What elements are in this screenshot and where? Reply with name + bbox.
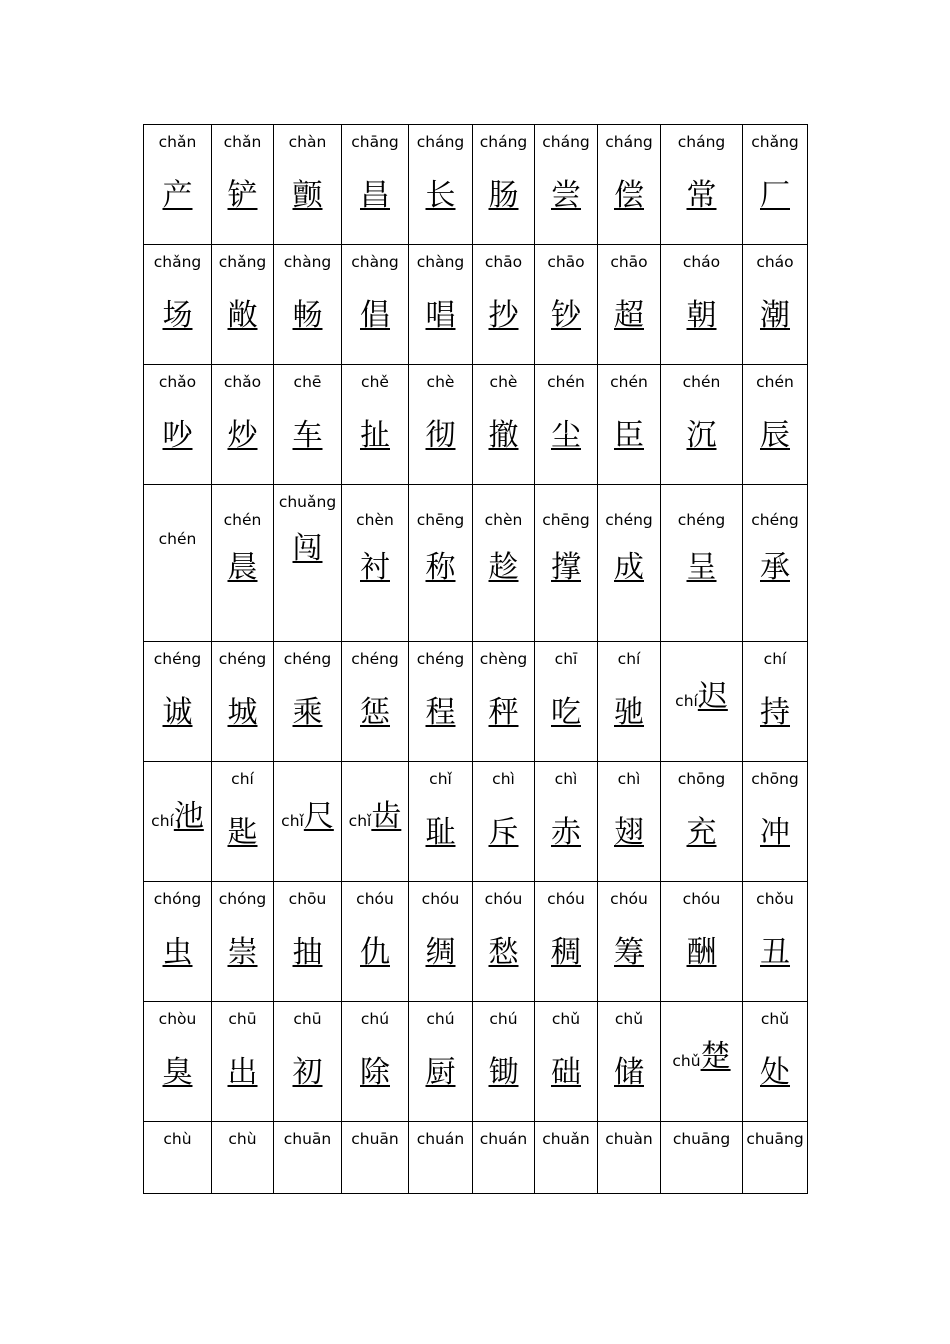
- chinese-character: 秤: [488, 695, 519, 730]
- chinese-character: 辰: [760, 418, 790, 453]
- grid-cell: [274, 245, 342, 365]
- chinese-character: 称: [425, 550, 456, 585]
- pinyin-label: chē: [293, 373, 322, 391]
- grid-row: [144, 365, 808, 485]
- pinyin-label: chuán: [479, 1130, 528, 1148]
- grid-cell: [409, 125, 473, 245]
- grid-cell: [535, 245, 598, 365]
- chinese-character: 初: [292, 1055, 323, 1090]
- grid-cell: [473, 762, 535, 882]
- grid-cell: [274, 485, 342, 642]
- chinese-character: 绸: [425, 935, 456, 970]
- pinyin-label: chè: [489, 373, 518, 391]
- chinese-character: 尺: [303, 799, 334, 834]
- grid-cell: [661, 365, 743, 485]
- pinyin-label: chēng: [542, 511, 590, 529]
- grid-cell: [473, 1002, 535, 1122]
- grid-cell: [212, 642, 274, 762]
- grid-cell: [409, 485, 473, 642]
- grid-cell: [274, 882, 342, 1002]
- chinese-character: 扯: [360, 418, 390, 453]
- grid-cell: [212, 125, 274, 245]
- grid-cell: [342, 1002, 409, 1122]
- chinese-character: 沉: [686, 418, 717, 453]
- grid-cell: [409, 1002, 473, 1122]
- chinese-character: 城: [227, 695, 258, 730]
- pinyin-label: chéng: [283, 650, 332, 668]
- chinese-character: 虫: [162, 935, 193, 970]
- pinyin-label: chén: [158, 530, 197, 548]
- grid-cell: [743, 762, 808, 882]
- grid-row: [144, 762, 808, 882]
- grid-cell: [473, 245, 535, 365]
- pinyin-label: chòu: [158, 1010, 197, 1028]
- pinyin-label: chǔ: [551, 1010, 581, 1028]
- pinyin-label: chéng: [751, 511, 799, 529]
- inline-pinyin-character: [342, 800, 408, 834]
- chinese-character: 惩: [360, 695, 390, 730]
- pinyin-label: chì: [492, 770, 515, 788]
- chinese-character: 酬: [686, 935, 717, 970]
- pinyin-label: chén: [547, 373, 585, 391]
- pinyin-label: chàng: [416, 253, 465, 271]
- grid-cell: [661, 762, 743, 882]
- chinese-character: 炒: [227, 418, 258, 453]
- grid-row: [144, 882, 808, 1002]
- grid-cell: [535, 642, 598, 762]
- grid-cell: [598, 762, 661, 882]
- grid-cell: [535, 762, 598, 882]
- chinese-character: 抽: [292, 935, 323, 970]
- pinyin-label: chǎng: [751, 133, 799, 151]
- chinese-character: 撑: [551, 550, 581, 585]
- grid-cell: [409, 762, 473, 882]
- grid-cell: [274, 642, 342, 762]
- pinyin-label: chèn: [356, 511, 394, 529]
- pinyin-label: chéng: [605, 511, 653, 529]
- chinese-character: 成: [614, 550, 644, 585]
- pinyin-character-grid: [143, 124, 808, 1194]
- pinyin-label: chuán: [416, 1130, 465, 1148]
- grid-cell: [274, 762, 342, 882]
- pinyin-label: chuǎn: [542, 1130, 590, 1148]
- pinyin-label: chí: [675, 692, 698, 710]
- pinyin-label: chú: [360, 1010, 390, 1028]
- grid-cell: [274, 1002, 342, 1122]
- grid-row: [144, 485, 808, 642]
- pinyin-label: chàn: [288, 133, 327, 151]
- pinyin-label: chéng: [677, 511, 726, 529]
- pinyin-label: chè: [426, 373, 455, 391]
- pinyin-label: chuān: [351, 1130, 399, 1148]
- pinyin-label: chāo: [610, 253, 648, 271]
- chinese-character: 斥: [488, 815, 519, 850]
- grid-cell: [342, 485, 409, 642]
- grid-cell: [598, 1122, 661, 1194]
- grid-cell: [212, 245, 274, 365]
- grid-cell: [598, 1002, 661, 1122]
- grid-cell: [473, 1122, 535, 1194]
- grid-cell: [473, 485, 535, 642]
- pinyin-label: cháo: [682, 253, 721, 271]
- pinyin-label: chéng: [218, 650, 267, 668]
- pinyin-label: chí: [763, 650, 787, 668]
- chinese-character: 冲: [760, 815, 790, 850]
- pinyin-label: chǔ: [672, 1052, 701, 1070]
- chinese-character: 产: [162, 178, 193, 213]
- pinyin-label: chén: [223, 511, 262, 529]
- pinyin-label: chǎn: [158, 133, 197, 151]
- grid-cell: [144, 762, 212, 882]
- pinyin-label: chōu: [288, 890, 327, 908]
- grid-row: [144, 1002, 808, 1122]
- chinese-character: 潮: [760, 298, 790, 333]
- pinyin-label: chě: [361, 373, 389, 391]
- grid-cell: [598, 642, 661, 762]
- chinese-character: 仇: [360, 935, 390, 970]
- grid-cell: [535, 125, 598, 245]
- chinese-character: 翅: [614, 815, 644, 850]
- pinyin-label: chāo: [484, 253, 523, 271]
- pinyin-label: chú: [489, 1010, 518, 1028]
- chinese-character: 处: [760, 1055, 790, 1090]
- pinyin-label: chuāng: [672, 1130, 731, 1148]
- pinyin-label: cháng: [416, 133, 465, 151]
- chinese-character: 闯: [292, 531, 323, 566]
- pinyin-label: chuǎng: [278, 493, 337, 511]
- pinyin-label: chǔ: [614, 1010, 644, 1028]
- grid-cell: [743, 125, 808, 245]
- pinyin-label: chǔ: [760, 1010, 790, 1028]
- pinyin-label: chǒu: [756, 890, 794, 908]
- pinyin-label: chí: [231, 770, 254, 788]
- grid-cell: [535, 1122, 598, 1194]
- chinese-character: 偿: [614, 178, 644, 213]
- chinese-character: 肠: [488, 178, 519, 213]
- pinyin-label: chí: [151, 812, 174, 830]
- chinese-character: 乘: [292, 695, 323, 730]
- grid-cell: [342, 125, 409, 245]
- pinyin-label: chǎng: [153, 253, 202, 271]
- chinese-character: 吃: [551, 695, 581, 730]
- chinese-character: 长: [425, 178, 456, 213]
- grid-cell: [535, 485, 598, 642]
- grid-cell: [743, 485, 808, 642]
- grid-cell: [661, 642, 743, 762]
- chinese-character: 畅: [292, 298, 323, 333]
- grid-row: [144, 125, 808, 245]
- chinese-character: 齿: [371, 799, 402, 834]
- chinese-character: 臭: [162, 1055, 193, 1090]
- grid-cell: [342, 642, 409, 762]
- chinese-character: 抄: [488, 298, 519, 333]
- pinyin-label: chǎn: [223, 133, 262, 151]
- pinyin-label: chāng: [351, 133, 399, 151]
- chinese-character: 崇: [227, 935, 258, 970]
- chinese-character: 诚: [162, 695, 193, 730]
- chinese-character: 吵: [162, 418, 193, 453]
- grid-cell: [212, 762, 274, 882]
- grid-cell: [743, 365, 808, 485]
- pinyin-label: chōng: [751, 770, 799, 788]
- pinyin-label: chū: [293, 1010, 322, 1028]
- grid-cell: [598, 485, 661, 642]
- pinyin-label: chóu: [682, 890, 721, 908]
- grid-row: [144, 245, 808, 365]
- pinyin-label: chī: [554, 650, 578, 668]
- pinyin-label: chén: [756, 373, 794, 391]
- grid-cell: [743, 1122, 808, 1194]
- grid-cell: [144, 882, 212, 1002]
- pinyin-label: chuāng: [746, 1130, 804, 1148]
- chinese-character: 敞: [227, 298, 258, 333]
- grid-cell: [743, 882, 808, 1002]
- chinese-character: 颤: [292, 178, 323, 213]
- chinese-character: 尝: [551, 178, 581, 213]
- chinese-character: 储: [614, 1055, 644, 1090]
- grid-cell: [535, 365, 598, 485]
- grid-cell: [743, 642, 808, 762]
- chinese-character: 丑: [760, 935, 790, 970]
- pinyin-label: chóng: [153, 890, 202, 908]
- chinese-character: 承: [760, 550, 790, 585]
- grid-cell: [342, 245, 409, 365]
- chinese-character: 衬: [360, 550, 390, 585]
- grid-cell: [409, 642, 473, 762]
- pinyin-label: chǐ: [281, 812, 304, 830]
- grid-cell: [274, 1122, 342, 1194]
- pinyin-label: chéng: [153, 650, 202, 668]
- chinese-character: 超: [614, 298, 644, 333]
- grid-cell: [144, 485, 212, 642]
- pinyin-label: chàng: [351, 253, 399, 271]
- chinese-character: 充: [686, 815, 717, 850]
- chinese-character: 迟: [697, 679, 728, 714]
- pinyin-label: chóu: [421, 890, 460, 908]
- chinese-character: 程: [425, 695, 456, 730]
- chinese-character: 稠: [551, 935, 581, 970]
- pinyin-label: chǎo: [223, 373, 262, 391]
- chinese-character: 驰: [614, 695, 644, 730]
- pinyin-label: chí: [617, 650, 641, 668]
- grid-cell: [661, 125, 743, 245]
- chinese-character: 础: [551, 1055, 581, 1090]
- grid-cell: [144, 642, 212, 762]
- grid-cell: [598, 245, 661, 365]
- chinese-character: 昌: [360, 178, 390, 213]
- pinyin-label: chóu: [484, 890, 523, 908]
- pinyin-label: chén: [610, 373, 648, 391]
- pinyin-label: chéng: [416, 650, 465, 668]
- grid-cell: [661, 1002, 743, 1122]
- inline-pinyin-character: [144, 800, 211, 834]
- pinyin-label: chāo: [547, 253, 585, 271]
- chinese-character: 铲: [227, 178, 258, 213]
- pinyin-label: chàng: [283, 253, 332, 271]
- grid-cell: [661, 1122, 743, 1194]
- chinese-character: 常: [686, 178, 717, 213]
- grid-cell: [473, 365, 535, 485]
- grid-cell: [274, 365, 342, 485]
- grid-cell: [535, 882, 598, 1002]
- chinese-character: 倡: [360, 298, 390, 333]
- chinese-character: 除: [360, 1055, 390, 1090]
- pinyin-label: chóu: [610, 890, 648, 908]
- chinese-character: 楚: [700, 1039, 731, 1074]
- inline-pinyin-character: [661, 1040, 742, 1074]
- grid-cell: [598, 125, 661, 245]
- grid-cell: [661, 245, 743, 365]
- grid-cell: [409, 245, 473, 365]
- pinyin-label: chóu: [356, 890, 394, 908]
- chinese-character: 钞: [551, 298, 581, 333]
- grid-cell: [144, 245, 212, 365]
- chinese-character: 耻: [425, 815, 456, 850]
- pinyin-label: chǎo: [158, 373, 197, 391]
- pinyin-label: chèn: [484, 511, 523, 529]
- pinyin-label: chù: [163, 1130, 192, 1148]
- pinyin-label: chuān: [283, 1130, 332, 1148]
- grid-cell: [598, 365, 661, 485]
- chinese-character: 呈: [686, 550, 717, 585]
- pinyin-label: chū: [228, 1010, 257, 1028]
- pinyin-label: chǎng: [218, 253, 267, 271]
- grid-cell: [473, 125, 535, 245]
- grid-cell: [535, 1002, 598, 1122]
- grid-cell: [473, 642, 535, 762]
- grid-cell: [212, 1002, 274, 1122]
- chinese-character: 持: [760, 695, 790, 730]
- chinese-character: 厂: [760, 178, 790, 213]
- grid-cell: [409, 365, 473, 485]
- grid-cell: [144, 365, 212, 485]
- chinese-character: 厨: [425, 1055, 456, 1090]
- pinyin-label: cháng: [479, 133, 528, 151]
- grid-cell: [342, 1122, 409, 1194]
- pinyin-label: chóu: [547, 890, 585, 908]
- chinese-character: 朝: [686, 298, 717, 333]
- pinyin-label: chù: [228, 1130, 257, 1148]
- grid-cell: [144, 1002, 212, 1122]
- chinese-character: 尘: [551, 418, 581, 453]
- grid-cell: [274, 125, 342, 245]
- chinese-character: 晨: [227, 550, 258, 585]
- grid-cell: [342, 762, 409, 882]
- grid-cell: [743, 245, 808, 365]
- grid-cell: [212, 1122, 274, 1194]
- pinyin-label: cháng: [677, 133, 726, 151]
- pinyin-label: cháng: [542, 133, 590, 151]
- grid-cell: [212, 365, 274, 485]
- grid-row: [144, 1122, 808, 1194]
- grid-cell: [212, 485, 274, 642]
- chinese-character: 趁: [488, 550, 519, 585]
- chinese-character: 筹: [614, 935, 644, 970]
- pinyin-label: chú: [426, 1010, 455, 1028]
- pinyin-label: chì: [554, 770, 578, 788]
- chinese-character: 出: [227, 1055, 258, 1090]
- grid-cell: [212, 882, 274, 1002]
- chinese-character: 撤: [488, 418, 519, 453]
- pinyin-label: cháng: [605, 133, 653, 151]
- chinese-character: 锄: [488, 1055, 519, 1090]
- chinese-character: 臣: [614, 418, 644, 453]
- pinyin-label: chóng: [218, 890, 267, 908]
- grid-cell: [342, 365, 409, 485]
- grid-cell: [144, 125, 212, 245]
- pinyin-label: chǐ: [429, 770, 452, 788]
- pinyin-label: chéng: [351, 650, 399, 668]
- chinese-character: 赤: [551, 815, 581, 850]
- chinese-character: 匙: [227, 815, 258, 850]
- chinese-character: 场: [162, 298, 193, 333]
- pinyin-label: chèng: [479, 650, 528, 668]
- grid-cell: [409, 882, 473, 1002]
- pinyin-label: chì: [617, 770, 641, 788]
- chinese-character: 唱: [425, 298, 456, 333]
- grid-cell: [144, 1122, 212, 1194]
- pinyin-label: chuàn: [605, 1130, 653, 1148]
- grid-row: [144, 642, 808, 762]
- grid-cell: [473, 882, 535, 1002]
- pinyin-label: chén: [682, 373, 721, 391]
- grid-cell: [661, 882, 743, 1002]
- chinese-character: 车: [292, 418, 323, 453]
- grid-cell: [598, 882, 661, 1002]
- pinyin-label: cháo: [756, 253, 794, 271]
- grid-cell: [409, 1122, 473, 1194]
- grid-cell: [342, 882, 409, 1002]
- chinese-character: 池: [173, 799, 204, 834]
- chinese-character: 愁: [488, 935, 519, 970]
- pinyin-label: chǐ: [348, 812, 372, 830]
- chinese-character: 彻: [425, 418, 456, 453]
- inline-pinyin-character: [661, 680, 742, 714]
- grid-cell: [661, 485, 743, 642]
- inline-pinyin-character: [274, 800, 341, 834]
- pinyin-label: chēng: [416, 511, 465, 529]
- pinyin-label: chōng: [677, 770, 726, 788]
- grid-cell: [743, 1002, 808, 1122]
